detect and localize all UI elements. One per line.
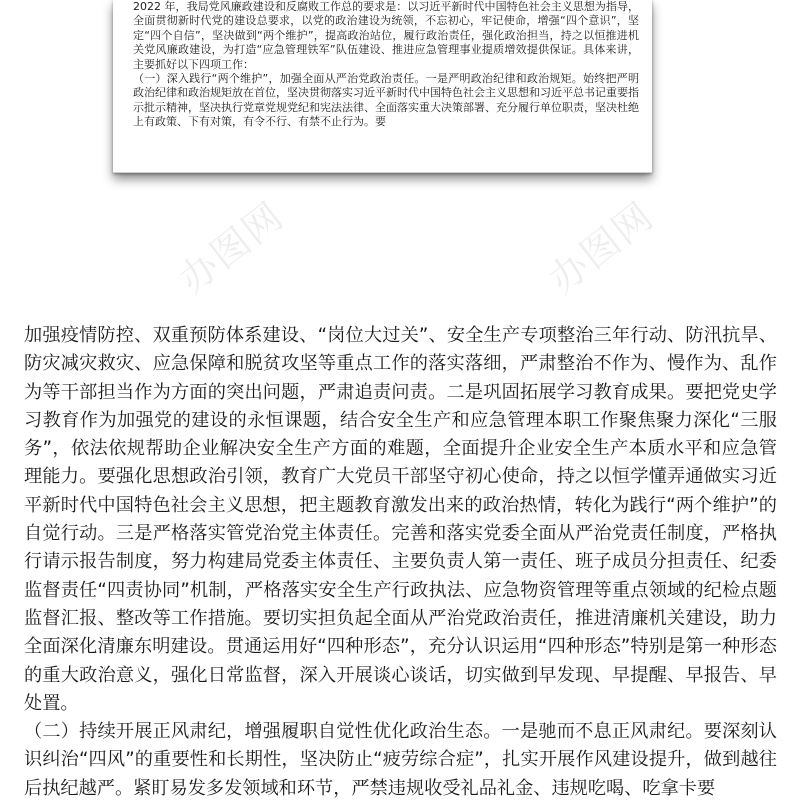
preview-paragraph-2: （一）深入践行“两个维护”，加强全面从严治党政治责任。一是严明政治纪律和政治规矩。始终把严明政治纪律和政治规矩放在首位，坚决贯彻落实习近平新时代中国特色社会主义思想和习近平总书记重要指示批示精神，坚决执行党章党规党纪和宪法法律、全面落实重大决策部署、充分履行单位职责，坚决杜绝上有政策、下有对策，有令不行、有禁不止行为。要 xyxy=(133,72,639,129)
document-body xyxy=(24,322,777,800)
body-paragraph-1: 加强疫情防控、双重预防体系建设、“岗位大过关”、安全生产专项整治三年行动、防汛抗旱、防灾减灾救灾、应急保障和脱贫攻坚等重点工作的落实落细，严肃整治不作为、慢作为、乱作为等干部担当作为方面的突出问题，严肃追责问责。二是巩固拓展学习教育成果。要把党史学习教育作为加强党的建设的永恒课题，结合安全生产和应急管理本职工作聚焦聚力深化“三服务”，依法依规帮助企业解决安全生产方面的难题，全面提升企业安全生产本质水平和应急管理能力。要强化思想政治引领，教育广大党员干部坚守初心使命，持之以恒学懂弄通做实习近平新时代中国特色社会主义思想，把主题教育激发出来的政治热情，转化为践行“两个维护”的自觉行动。三是严格落实管党治党主体责任。完善和落实党委全面从严治党责任制度，严格执行请示报告制度，努力构建局党委主体责任、主要负责人第一责任、班子成员分担责任、纪委监督责任“四责协同”机制，严格落实安全生产行政执法、应急物资管理等重点领域的纪检点题监督汇报、整改等工作措施。要切实担负起全面从严治党政治责任，推进清廉机关建设，助力全面深化清廉东明建设。贯通运用好“四种形态”，充分认识运用“四种形态”特别是第一种形态的重大政治意义，强化日常监督，深入开展谈心谈话，切实做到早发现、早提醒、早报告、早处置。 xyxy=(24,325,777,714)
preview-paragraph-1: 2022 年，我局党风廉政建设和反腐败工作总的要求是：以习近平新时代中国特色社会主义思想为指导，全面贯彻新时代党的建设总要求，以党的政治建设为统领，不忘初心，牢记使命，增强“四个意识”，坚定“四个自信”，坚决做到“两个维护”，提高政治站位，履行政治责任，强化政治担当，持之以恒推进机关党风廉政建设，为打造“应急管理铁军”队伍建设、推进应急管理事业提质增效提供保证。具体来讲，主要抓好以下四项工作： xyxy=(133,0,639,71)
document-preview-card xyxy=(113,0,652,173)
watermark: 办图网 xyxy=(540,193,663,302)
preview-text xyxy=(133,0,639,130)
watermark: 办图网 xyxy=(170,193,293,302)
body-paragraph-2: （二）持续开展正风肃纪，增强履职自觉性优化政治生态。一是驰而不息正风肃纪。要深刻认识纠治“四风”的重要性和长期性，坚决防止“疲劳综合症”，扎实开展作风建设提升，做到越往后执纪越严。紧盯易发多发领域和环节，严禁违规收受礼品礼金、违规吃喝、吃拿卡要 xyxy=(24,721,777,799)
